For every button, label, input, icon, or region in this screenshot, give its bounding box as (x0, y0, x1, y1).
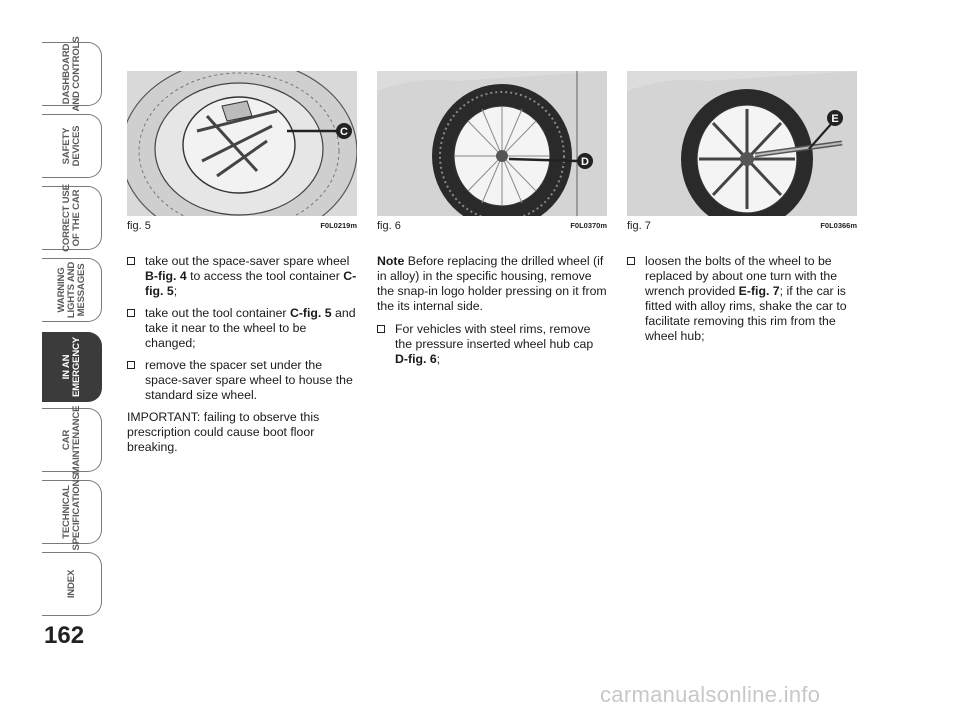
callout-e: E (831, 113, 839, 125)
step-remove-spacer: remove the spacer set under the space-saver spare wheel to house the standard size wheel. (127, 358, 359, 403)
text-column-1 (127, 254, 359, 461)
step-take-out-tool-container: take out the tool container C-fig. 5 and take it near to the wheel to be changed; (127, 306, 359, 351)
tab-dashboard-and-controls[interactable] (42, 36, 102, 112)
fig-7-caption: fig. 7 (627, 220, 651, 232)
note-paragraph: Note Before replacing the drilled wheel (if in alloy) in the specific housing, remove the snap-in logo holder pressing on it from the its internal side. (377, 254, 607, 313)
tab-label: WARNING LIGHTS AND MESSAGES (55, 261, 87, 319)
page-number: 162 (44, 622, 85, 649)
tab-warning-lights-and-messages[interactable] (42, 258, 102, 322)
important-note: IMPORTANT: failing to observe this prescription could cause boot floor breaking. (127, 410, 320, 454)
fig-5-caption: fig. 5 (127, 220, 151, 232)
spare-wheel-well-illustration (127, 71, 357, 216)
watermark: carmanualsonline.info (600, 682, 821, 707)
figure-7-wrench (627, 71, 857, 216)
checkbox-bullet-icon (377, 325, 385, 333)
fig-7-code: F0L0366m (820, 221, 857, 230)
figure-5-tool-container (127, 71, 357, 216)
checkbox-bullet-icon (127, 257, 135, 265)
wheel-hub-cap-illustration (377, 71, 607, 216)
tab-label: SAFETY DEVICES (60, 125, 82, 167)
tab-label: DASHBOARD AND CONTROLS (60, 36, 82, 112)
fig-6-code: F0L0370m (570, 221, 607, 230)
tab-safety-devices[interactable] (42, 114, 102, 178)
fig-6-caption: fig. 6 (377, 220, 401, 232)
tab-label: TECHNICAL SPECIFICATIONS (60, 473, 82, 551)
tab-label: IN AN EMERGENCY (60, 336, 82, 398)
checkbox-bullet-icon (127, 309, 135, 317)
tab-label: CORRECT USE OF THE CAR (60, 184, 82, 252)
tab-in-an-emergency[interactable] (42, 332, 102, 402)
step-loosen-bolts: loosen the bolts of the wheel to be replaced by about one turn with the wrench provided E-fig. 7; if the car is fitted with alloy rims, shake the car to facilitate removing this rim from the wheel hub; (627, 254, 859, 344)
checkbox-bullet-icon (127, 361, 135, 369)
text-column-3 (627, 254, 859, 351)
tab-label: CAR MAINTENANCE (60, 405, 82, 475)
figure-6-wheel-hub-cap (377, 71, 607, 216)
fig-5-code: F0L0219m (320, 221, 357, 230)
callout-c: C (340, 126, 348, 138)
callout-d: D (581, 156, 589, 168)
step-take-out-spare-wheel: take out the space-saver spare wheel B-fig. 4 to access the tool container C-fig. 5; (127, 254, 359, 299)
tab-correct-use-of-the-car[interactable] (42, 186, 102, 250)
tab-label: INDEX (65, 569, 77, 599)
step-remove-hub-cap: For vehicles with steel rims, remove the pressure inserted wheel hub cap D-fig. 6; (377, 322, 609, 367)
text-column-2 (377, 254, 609, 374)
checkbox-bullet-icon (627, 257, 635, 265)
wheel-wrench-illustration (627, 71, 857, 216)
tab-index[interactable] (42, 552, 102, 616)
tab-car-maintenance[interactable] (42, 405, 102, 475)
tab-technical-specifications[interactable] (42, 473, 102, 551)
